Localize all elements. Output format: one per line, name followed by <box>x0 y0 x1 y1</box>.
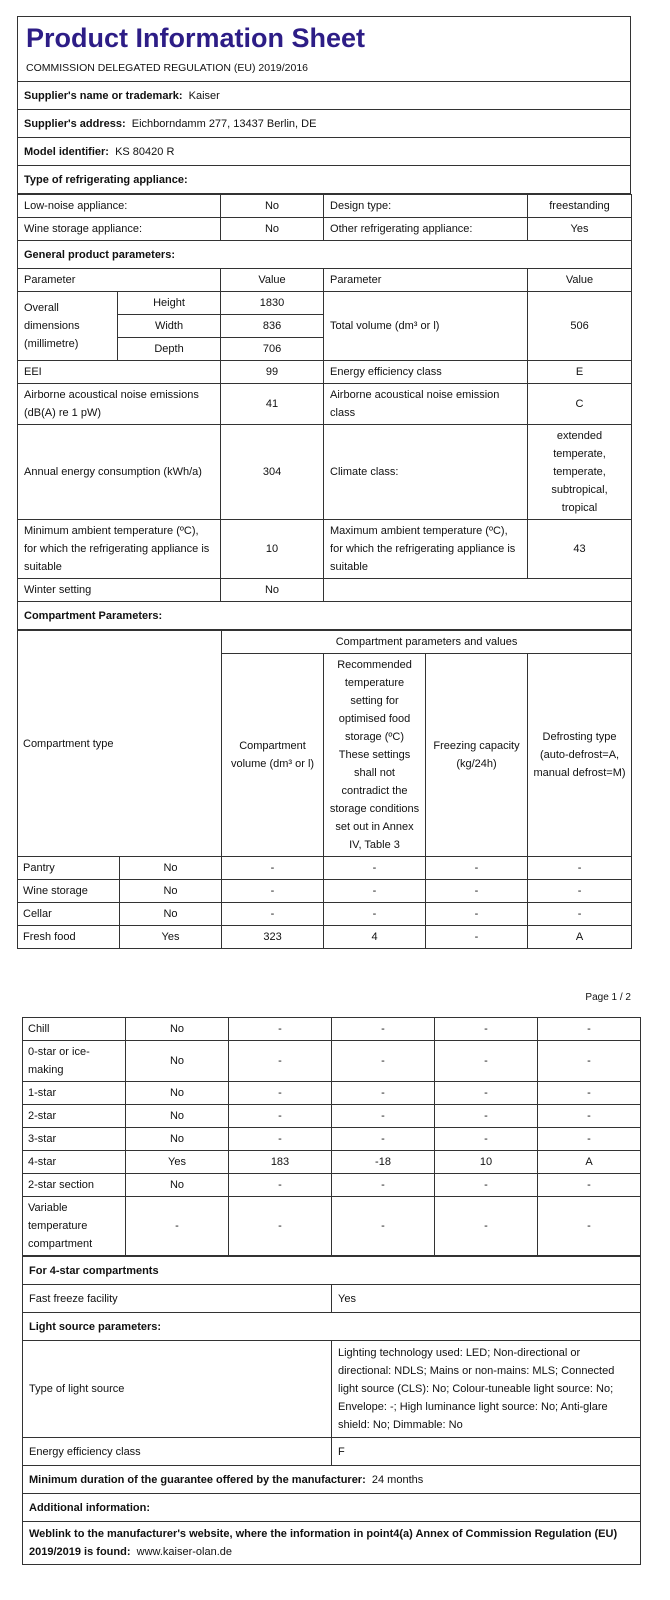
supplier-address-value: Eichborndamm 277, 13437 Berlin, DE <box>131 117 317 130</box>
compartment-row <box>18 880 632 903</box>
compartment-volume: 323 <box>222 926 324 949</box>
fast-freeze-value: Yes <box>332 1285 641 1313</box>
compartment-present: No <box>126 1082 229 1105</box>
compartment-table-p2 <box>22 1017 641 1256</box>
light-heading: Light source parameters: <box>23 1313 641 1341</box>
compartment-freezing: - <box>435 1041 538 1082</box>
width-label: Width <box>118 315 221 338</box>
compartment-freezing: 10 <box>435 1151 538 1174</box>
compartment-name: Cellar <box>18 903 120 926</box>
eei-label: EEI <box>18 361 221 384</box>
main-table <box>17 194 632 630</box>
supplier-name-label: Supplier's name or trademark: <box>24 89 183 102</box>
model-row <box>18 138 631 166</box>
compartment-present: - <box>126 1197 229 1256</box>
compartment-row <box>18 903 632 926</box>
compartment-present: No <box>126 1018 229 1041</box>
footer-table <box>22 1256 641 1565</box>
compartment-present: No <box>120 880 222 903</box>
compartment-volume: 183 <box>229 1151 332 1174</box>
supplier-name-value: Kaiser <box>188 89 220 102</box>
compartment-freezing: - <box>426 926 528 949</box>
compartment-volume: - <box>229 1197 332 1256</box>
compartment-row <box>23 1151 641 1174</box>
compartment-present: No <box>120 857 222 880</box>
compartment-volume: - <box>229 1082 332 1105</box>
compartment-defrost: - <box>538 1174 641 1197</box>
weblink-value[interactable]: www.kaiser-olan.de <box>136 1546 232 1558</box>
design-type-label: Design type: <box>324 195 528 218</box>
compartment-volume: - <box>229 1174 332 1197</box>
freezing-header: Freezing capacity (kg/24h) <box>426 654 528 857</box>
page-number: Page 1 / 2 <box>585 992 631 1003</box>
compartment-volume: - <box>222 857 324 880</box>
light-type-label: Type of light source <box>23 1341 332 1438</box>
col-parameter-left: Parameter <box>18 269 221 292</box>
min-temp-value: 10 <box>221 520 324 579</box>
design-type-value: freestanding <box>528 195 632 218</box>
compartment-temp: - <box>332 1018 435 1041</box>
compartment-present: No <box>126 1041 229 1082</box>
compartment-name: 0-star or ice-making <box>23 1041 126 1082</box>
annual-value: 304 <box>221 425 324 520</box>
light-class-label: Energy efficiency class <box>23 1438 332 1466</box>
param-header-row <box>18 269 632 292</box>
compartment-defrost: A <box>528 926 632 949</box>
sheet-page-2 <box>22 1017 640 1565</box>
compartment-defrost: - <box>528 857 632 880</box>
winter-row <box>18 579 632 602</box>
compartment-table-p1 <box>17 630 632 949</box>
light-class-row <box>23 1438 641 1466</box>
compartment-name: 2-star <box>23 1105 126 1128</box>
compartment-temp: 4 <box>324 926 426 949</box>
compartment-name: 1-star <box>23 1082 126 1105</box>
fast-freeze-row <box>23 1285 641 1313</box>
compartment-temp: - <box>332 1041 435 1082</box>
compartment-name: 3-star <box>23 1128 126 1151</box>
height-label: Height <box>118 292 221 315</box>
compartment-temp: - <box>332 1197 435 1256</box>
compartment-name: Fresh food <box>18 926 120 949</box>
general-heading: General product parameters: <box>18 241 632 269</box>
compartment-name: Variable temperature compartment <box>23 1197 126 1256</box>
winter-label: Winter setting <box>18 579 221 602</box>
compartment-row <box>23 1174 641 1197</box>
four-star-heading: For 4-star compartments <box>23 1257 641 1285</box>
light-type-value: Lighting technology used: LED; Non-directional or directional: NDLS; Mains or non-mains: MLS; Connected light source (CLS): No; Colour-tuneable light source: No; Envelope: -; High luminance light source: No; Anti-glare shield: No; Dimmable: No <box>332 1341 641 1438</box>
compartment-temp: - <box>324 903 426 926</box>
type-heading: Type of refrigerating appliance: <box>18 166 631 194</box>
light-type-row <box>23 1341 641 1438</box>
compartment-row <box>23 1197 641 1256</box>
weblink-label: Weblink to the manufacturer's website, where the information in point4(a) Annex of Commission Regulation (EU) 2019/2019 is found: <box>29 1528 618 1558</box>
max-temp-value: 43 <box>528 520 632 579</box>
climate-value: extended temperate, temperate, subtropical, tropical <box>528 425 632 520</box>
title-cell <box>18 17 631 82</box>
compartment-group-row <box>18 631 632 654</box>
compartment-defrost: A <box>538 1151 641 1174</box>
compartment-row <box>23 1105 641 1128</box>
compartment-temp: - <box>332 1082 435 1105</box>
wine-value: No <box>221 218 324 241</box>
compartment-temp: - <box>324 857 426 880</box>
height-row <box>18 292 632 315</box>
page-title: Product Information Sheet <box>26 23 366 53</box>
supplier-address-label: Supplier's address: <box>24 117 126 130</box>
compartment-temp: - <box>332 1128 435 1151</box>
low-noise-row <box>18 195 632 218</box>
compartment-present: No <box>126 1105 229 1128</box>
compartment-freezing: - <box>435 1197 538 1256</box>
energy-class-value: E <box>528 361 632 384</box>
fast-freeze-label: Fast freeze facility <box>23 1285 332 1313</box>
compartment-volume: - <box>222 903 324 926</box>
height-value: 1830 <box>221 292 324 315</box>
compartment-row <box>23 1082 641 1105</box>
noise-label: Airborne acoustical noise emissions (dB(A) re 1 pW) <box>18 384 221 425</box>
compartment-group-header: Compartment parameters and values <box>222 631 632 654</box>
regulation-text: COMMISSION DELEGATED REGULATION (EU) 2019/2016 <box>26 62 309 74</box>
noise-row <box>18 384 632 425</box>
noise-value: 41 <box>221 384 324 425</box>
compartment-defrost: - <box>538 1197 641 1256</box>
compartment-defrost: - <box>538 1018 641 1041</box>
compartment-heading: Compartment Parameters: <box>18 602 632 630</box>
eei-row <box>18 361 632 384</box>
compartment-freezing: - <box>426 880 528 903</box>
compartment-temp: - <box>332 1105 435 1128</box>
volume-header: Compartment volume (dm³ or l) <box>222 654 324 857</box>
wine-label: Wine storage appliance: <box>18 218 221 241</box>
wine-row <box>18 218 632 241</box>
depth-value: 706 <box>221 338 324 361</box>
compartment-row <box>18 926 632 949</box>
other-value: Yes <box>528 218 632 241</box>
compartment-name: Wine storage <box>18 880 120 903</box>
compartment-volume: - <box>222 880 324 903</box>
compartment-name: Chill <box>23 1018 126 1041</box>
compartment-present: Yes <box>120 926 222 949</box>
compartment-present: No <box>126 1174 229 1197</box>
noise-class-label: Airborne acoustical noise emission class <box>324 384 528 425</box>
compartment-defrost: - <box>538 1041 641 1082</box>
compartment-freezing: - <box>435 1082 538 1105</box>
additional-info-heading: Additional information: <box>23 1494 641 1522</box>
col-parameter-right: Parameter <box>324 269 528 292</box>
other-label: Other refrigerating appliance: <box>324 218 528 241</box>
compartment-row <box>18 857 632 880</box>
compartment-defrost: - <box>538 1082 641 1105</box>
supplier-name-row <box>18 82 631 110</box>
energy-class-label: Energy efficiency class <box>324 361 528 384</box>
climate-label: Climate class: <box>324 425 528 520</box>
weblink-row <box>23 1522 641 1565</box>
compartment-temp: - <box>332 1174 435 1197</box>
compartment-volume: - <box>229 1128 332 1151</box>
guarantee-row <box>23 1466 641 1494</box>
defrost-header: Defrosting type (auto-defrost=A, manual defrost=M) <box>528 654 632 857</box>
compartment-defrost: - <box>528 880 632 903</box>
guarantee-value: 24 months <box>371 1473 424 1486</box>
noise-class-value: C <box>528 384 632 425</box>
compartment-temp: -18 <box>332 1151 435 1174</box>
depth-label: Depth <box>118 338 221 361</box>
compartment-volume: - <box>229 1105 332 1128</box>
total-volume-label: Total volume (dm³ or l) <box>324 292 528 361</box>
compartment-row <box>23 1018 641 1041</box>
eei-value: 99 <box>221 361 324 384</box>
low-noise-value: No <box>221 195 324 218</box>
temp-row <box>18 520 632 579</box>
compartment-defrost: - <box>538 1105 641 1128</box>
compartment-defrost: - <box>538 1128 641 1151</box>
total-volume-value: 506 <box>528 292 632 361</box>
compartment-temp: - <box>324 880 426 903</box>
compartment-name: Pantry <box>18 857 120 880</box>
model-value: KS 80420 R <box>115 145 175 158</box>
low-noise-label: Low-noise appliance: <box>18 195 221 218</box>
compartment-freezing: - <box>426 903 528 926</box>
max-temp-label: Maximum ambient temperature (ºC), for which the refrigerating appliance is suitable <box>324 520 528 579</box>
temp-header: Recommended temperature setting for optimised food storage (ºC) These settings shall not contradict the storage conditions set out in Annex IV, Table 3 <box>324 654 426 857</box>
guarantee-label: Minimum duration of the guarantee offered by the manufacturer: <box>29 1473 366 1486</box>
compartment-freezing: - <box>435 1128 538 1151</box>
compartment-freezing: - <box>426 857 528 880</box>
compartment-defrost: - <box>528 903 632 926</box>
compartment-name: 2-star section <box>23 1174 126 1197</box>
light-class-value: F <box>332 1438 641 1466</box>
supplier-address-row <box>18 110 631 138</box>
compartment-row <box>23 1041 641 1082</box>
compartment-present: No <box>120 903 222 926</box>
sheet-page-1 <box>17 16 631 949</box>
compartment-row <box>23 1128 641 1151</box>
width-value: 836 <box>221 315 324 338</box>
annual-label: Annual energy consumption (kWh/a) <box>18 425 221 520</box>
dimensions-label: Overall dimensions (millimetre) <box>18 292 118 361</box>
header-table <box>17 16 631 194</box>
compartment-present: Yes <box>126 1151 229 1174</box>
compartment-freezing: - <box>435 1105 538 1128</box>
winter-value: No <box>221 579 324 602</box>
model-label: Model identifier: <box>24 145 109 158</box>
compartment-type-header: Compartment type <box>18 631 222 857</box>
compartment-freezing: - <box>435 1174 538 1197</box>
compartment-volume: - <box>229 1018 332 1041</box>
compartment-present: No <box>126 1128 229 1151</box>
annual-row <box>18 425 632 520</box>
compartment-name: 4-star <box>23 1151 126 1174</box>
col-value-right: Value <box>528 269 632 292</box>
min-temp-label: Minimum ambient temperature (ºC), for which the refrigerating appliance is suitable <box>18 520 221 579</box>
compartment-freezing: - <box>435 1018 538 1041</box>
col-value-left: Value <box>221 269 324 292</box>
winter-empty <box>324 579 632 602</box>
compartment-volume: - <box>229 1041 332 1082</box>
